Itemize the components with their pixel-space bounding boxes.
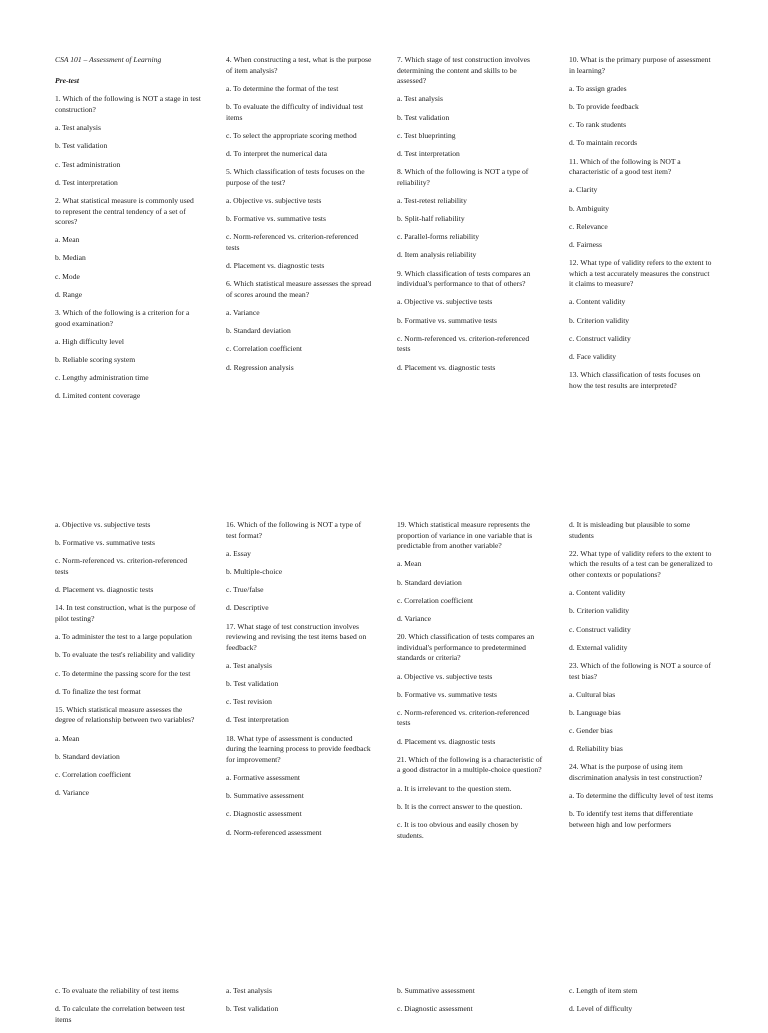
- question-text: 20. Which classification of tests compares an individual's performance to predetermined standards or criteria?: [397, 632, 535, 663]
- question-text: 3. Which of the following is a criterion for a good examination?: [55, 308, 190, 328]
- answer-option: c. Relevance: [569, 221, 608, 231]
- answer-option: b. To identify test items that differentiate between high and low performers: [569, 809, 693, 829]
- answer-option: d. Placement vs. diagnostic tests: [55, 585, 154, 595]
- question-text: 8. Which of the following is NOT a type of reliability?: [397, 167, 529, 187]
- answer-option: a. To administer the test to a large population: [55, 632, 192, 642]
- answer-option: c. Lengthy administration time: [55, 373, 149, 383]
- answer-option: a. Test analysis: [226, 986, 272, 995]
- answer-option: d. Placement vs. diagnostic tests: [226, 261, 325, 271]
- answer-option: b. Ambiguity: [569, 203, 610, 213]
- answer-option: d. Norm-referenced assessment: [226, 827, 322, 837]
- answer-option: a. Test analysis: [55, 123, 101, 133]
- answer-option: d. Placement vs. diagnostic tests: [397, 736, 496, 746]
- answer-option: b. Standard deviation: [397, 577, 462, 587]
- answer-option: d. Descriptive: [226, 603, 269, 613]
- column-2-4: [569, 520, 715, 838]
- answer-option: a. Content validity: [569, 297, 626, 307]
- answer-option: d. It is misleading but plausible to some students: [569, 520, 691, 540]
- answer-option: a. It is irrelevant to the question stem.: [397, 783, 512, 793]
- answer-option: c. Parallel-forms reliability: [397, 232, 480, 242]
- answer-option: c. Correlation coefficient: [397, 595, 473, 605]
- answer-option: b. Test validation: [226, 1004, 279, 1014]
- column-3-4: [569, 986, 715, 1022]
- answer-option: b. Criterion validity: [569, 315, 630, 325]
- question-text: 22. What type of validity refers to the extent to which the results of a test can be generalized to other contexts or populations?: [569, 548, 713, 579]
- answer-option: d. To interpret the numerical data: [226, 148, 327, 158]
- question-text: 14. In test construction, what is the purpose of pilot testing?: [55, 603, 196, 623]
- answer-option: d. Range: [55, 289, 82, 299]
- answer-option: a. Mean: [397, 559, 422, 569]
- question-text: 21. Which of the following is a characteristic of a good distractor in a multiple-choice question?: [397, 754, 543, 775]
- answer-option: a. Essay: [226, 548, 251, 558]
- answer-option: c. Gender bias: [569, 726, 613, 736]
- answer-option: d. To maintain records: [569, 138, 638, 148]
- answer-option: a. To determine the format of the test: [226, 83, 339, 93]
- column-3-3: [397, 986, 543, 1022]
- answer-option: b. Formative vs. summative tests: [397, 315, 497, 325]
- question-text: 24. What is the purpose of using item discrimination analysis in test construction?: [569, 762, 703, 783]
- answer-option: d. Test interpretation: [55, 177, 118, 187]
- answer-option: b. Language bias: [569, 707, 621, 717]
- section-title: Pre-test: [55, 76, 80, 86]
- answer-option: a. Objective vs. subjective tests: [55, 520, 151, 529]
- answer-option: d. Fairness: [569, 239, 602, 249]
- answer-option: c. Correlation coefficient: [226, 344, 302, 354]
- answer-option: b. Test validation: [397, 112, 450, 122]
- question-text: 23. Which of the following is NOT a source of test bias?: [569, 660, 711, 681]
- answer-option: a. Variance: [226, 308, 260, 318]
- answer-option: d. Variance: [397, 613, 432, 623]
- answer-option: a. Mean: [55, 235, 80, 245]
- answer-option: c. To evaluate the reliability of test items: [55, 986, 179, 995]
- answer-option: c. Test revision: [226, 697, 272, 707]
- answer-option: b. Reliable scoring system: [55, 355, 136, 364]
- question-text: 6. Which statistical measure assesses the spread of scores around the mean?: [226, 279, 372, 299]
- answer-option: b. Summative assessment: [397, 986, 475, 995]
- answer-option: a. Cultural bias: [569, 689, 616, 699]
- question-text: 18. What type of assessment is conducted during the learning process to provide feedback for improvement?: [226, 733, 371, 764]
- answer-option: d. Test interpretation: [397, 148, 460, 158]
- question-text: 1. Which of the following is NOT a stage in test construction?: [55, 94, 201, 114]
- answer-option: c. Construct validity: [569, 333, 631, 343]
- answer-option: c. Norm-referenced vs. criterion-referenced tests: [397, 333, 530, 354]
- answer-option: b. Standard deviation: [55, 751, 120, 761]
- answer-option: a. To assign grades: [569, 83, 627, 93]
- answer-option: d. Item analysis reliability: [397, 250, 477, 260]
- answer-option: c. To rank students: [569, 120, 627, 130]
- answer-option: a. Clarity: [569, 185, 598, 195]
- column-1-1: [55, 55, 201, 410]
- question-text: 7. Which stage of test construction involves determining the content and skills to be assessed?: [397, 55, 530, 86]
- answer-option: b. Split-half reliability: [397, 214, 465, 224]
- answer-option: b. To evaluate the difficulty of individual test items: [226, 101, 364, 122]
- answer-option: c. Norm-referenced vs. criterion-referenced tests: [397, 707, 530, 728]
- question-text: 17. What stage of test construction involves reviewing and revising the test items based on feedback?: [226, 621, 367, 652]
- answer-option: a. Objective vs. subjective tests: [397, 671, 493, 681]
- column-1-2: [226, 55, 372, 381]
- answer-option: d. Test interpretation: [226, 715, 289, 725]
- answer-option: a. Test analysis: [226, 660, 272, 670]
- column-3-2: [226, 986, 372, 1022]
- answer-option: b. Test validation: [55, 141, 108, 151]
- answer-option: d. To calculate the correlation between test items: [55, 1004, 185, 1024]
- question-text: 15. Which statistical measure assesses the degree of relationship between two variables?: [55, 704, 195, 725]
- column-1-3: [397, 55, 543, 381]
- column-2-1: [55, 520, 201, 806]
- answer-option: d. Reliability bias: [569, 744, 623, 754]
- answer-option: a. High difficulty level: [55, 336, 125, 346]
- answer-option: c. Diagnostic assessment: [226, 809, 302, 819]
- answer-option: c. Correlation coefficient: [55, 770, 131, 780]
- question-text: 13. Which classification of tests focuses on how the test results are interpreted?: [569, 370, 701, 390]
- question-text: 16. Which of the following is NOT a type of test format?: [226, 520, 362, 540]
- column-2-2: [226, 520, 372, 846]
- answer-option: c. It is too obvious and easily chosen by students.: [397, 820, 519, 840]
- answer-option: c. Length of item stem: [569, 986, 638, 995]
- answer-option: c. Construct validity: [569, 624, 631, 634]
- answer-option: c. Test blueprinting: [397, 130, 456, 140]
- answer-option: c. Diagnostic assessment: [397, 1004, 473, 1014]
- question-text: 19. Which statistical measure represents the proportion of variance in one variable that is predictable from another variable?: [397, 520, 533, 551]
- answer-option: b. Formative vs. summative tests: [397, 689, 497, 699]
- answer-option: d. Variance: [55, 788, 90, 798]
- answer-option: b. Summative assessment: [226, 791, 304, 801]
- answer-option: b. Multiple-choice: [226, 566, 283, 576]
- answer-option: b. Formative vs. summative tests: [55, 538, 155, 548]
- answer-option: d. Face validity: [569, 352, 617, 361]
- answer-option: a. Test-retest reliability: [397, 195, 467, 205]
- document-title: CSA 101 – Assessment of Learning: [55, 55, 162, 64]
- answer-option: d. Limited content coverage: [55, 391, 141, 401]
- answer-option: b. To provide feedback: [569, 101, 639, 111]
- answer-option: d. External validity: [569, 642, 628, 652]
- answer-option: d. Regression analysis: [226, 362, 294, 372]
- answer-option: a. Objective vs. subjective tests: [226, 195, 322, 205]
- answer-option: d. To finalize the test format: [55, 686, 141, 696]
- column-2-3: [397, 520, 543, 849]
- answer-option: b. Criterion validity: [569, 606, 630, 616]
- column-3-1: [55, 986, 201, 1033]
- question-text: 4. When constructing a test, what is the purpose of item analysis?: [226, 55, 372, 75]
- answer-option: b. Median: [55, 253, 86, 263]
- answer-option: c. True/false: [226, 585, 264, 595]
- answer-option: c. Norm-referenced vs. criterion-referenced tests: [226, 232, 359, 252]
- answer-option: b. Standard deviation: [226, 326, 291, 336]
- answer-option: b. Formative vs. summative tests: [226, 214, 326, 224]
- answer-option: c. Norm-referenced vs. criterion-referenced tests: [55, 556, 188, 576]
- answer-option: a. Objective vs. subjective tests: [397, 297, 493, 307]
- question-text: 11. Which of the following is NOT a characteristic of a good test item?: [569, 156, 681, 177]
- answer-option: b. Test validation: [226, 679, 279, 689]
- question-text: 5. Which classification of tests focuses on the purpose of the test?: [226, 167, 365, 187]
- column-1-4: [569, 55, 715, 399]
- answer-option: a. Formative assessment: [226, 773, 301, 783]
- answer-option: c. To select the appropriate scoring method: [226, 130, 357, 140]
- answer-option: b. To evaluate the test's reliability and validity: [55, 650, 195, 660]
- question-text: 10. What is the primary purpose of assessment in learning?: [569, 55, 711, 75]
- answer-option: c. To determine the passing score for the test: [55, 668, 191, 678]
- answer-option: a. Test analysis: [397, 94, 443, 104]
- question-text: 2. What statistical measure is commonly used to represent the central tendency of a set of scores?: [55, 195, 194, 227]
- answer-option: d. Placement vs. diagnostic tests: [397, 362, 496, 372]
- question-text: 12. What type of validity refers to the extent to which a test accurately measures the construct it claims to measure?: [569, 258, 712, 289]
- answer-option: b. It is the correct answer to the question.: [397, 801, 523, 811]
- answer-option: c. Test administration: [55, 159, 121, 169]
- answer-option: c. Mode: [55, 271, 80, 281]
- answer-option: a. To determine the difficulty level of test items: [569, 791, 714, 801]
- answer-option: d. Level of difficulty: [569, 1004, 633, 1014]
- answer-option: a. Content validity: [569, 588, 626, 598]
- question-text: 9. Which classification of tests compares an individual's performance to that of others?: [397, 268, 531, 289]
- answer-option: a. Mean: [55, 733, 80, 743]
